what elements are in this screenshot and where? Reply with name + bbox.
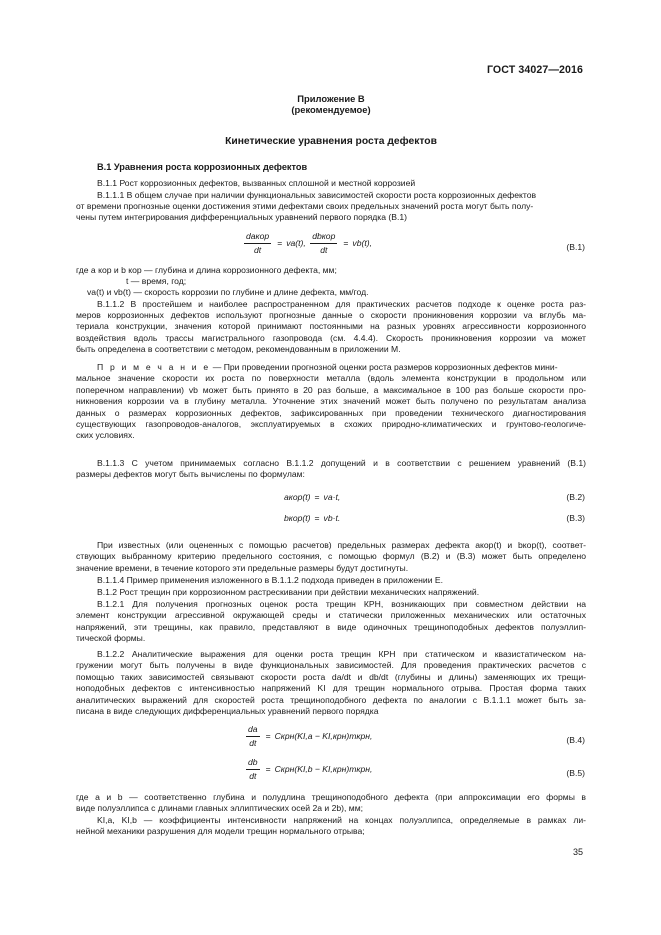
note-line: существующих газопроводов-аналогов, эксплуатируемых в схожих природно-климатических и грунтово-геологиче- xyxy=(76,419,586,429)
paragraph-line: В.1.2.1 Для получения прогнозных оценок роста трещин КРН, возникающих при совместном действии на xyxy=(97,599,586,609)
equation-b2: aкор(t) = va·t, xyxy=(284,492,341,502)
equation-label: (В.1) xyxy=(566,242,585,252)
equation-rhs: Cкрн(KI,b − KI,крн)mкрн, xyxy=(274,763,373,774)
paragraph-line: помощью таких зависимостей связывают скорости роста da/dt и db/dt (глубины и длины) заменяющих их трещи- xyxy=(76,672,586,682)
equation-b4: $\frac{da}{dt}$ = Cкрн(KI,a − KI,крн)mкрн, xyxy=(248,724,373,748)
section-heading: В.1 Уравнения роста коррозионных дефектов xyxy=(97,162,308,172)
paragraph-line: В.1.1.3 С учетом принимаемых согласно В.1.1.2 допущений и в соответствии с решением уравнений (В.1) xyxy=(97,458,586,468)
equation-label: (В.5) xyxy=(566,768,585,778)
paragraph-line: меров коррозионных дефектов используют прогнозные данные о скорости проникновения коррозии va вглубь ма- xyxy=(76,310,586,320)
paragraph-line: В.1.1.2 В простейшем и наиболее распространенном для практических расчетов подходе к оценке роста раз- xyxy=(97,299,586,309)
equation-rhs: va(t), xyxy=(286,237,306,248)
note-label: П р и м е ч а н и е xyxy=(97,362,211,372)
note-line xyxy=(97,362,586,373)
equation-denominator: dt xyxy=(249,738,257,748)
equation-rhs: va·t, xyxy=(323,492,341,502)
equation-label: (В.4) xyxy=(566,735,585,745)
paragraph-line: ноподобных дефектов с интенсивностью напряжений KI для трещин нормального отрыва. Простая форма таких xyxy=(76,683,586,693)
equation-label: (В.2) xyxy=(566,492,585,502)
paragraph-line: В.1.1.1 В общем случае при наличии функциональных зависимостей скорости роста коррозионных дефектов xyxy=(97,190,537,200)
page-number: 35 xyxy=(572,847,583,857)
paragraph-line: гружении могут быть получены в виде функциональных зависимостей. Для проведения практических расчетов с xyxy=(76,660,586,670)
paragraph-line: ствующих выбранному критерию предельного состояния, с помощью формул (В.2) и (В.3) может быть определено xyxy=(76,551,586,561)
paragraph-line: где a кор и b кор — глубина и длина коррозионного дефекта, мм; xyxy=(76,265,337,275)
equation-numerator: dbкор xyxy=(310,231,337,244)
paragraph-line: значение времени, в течение которого эти предельные размеры будут достигнуты. xyxy=(76,563,409,573)
paragraph-line: В.1.1 Рост коррозионных дефектов, вызванных сплошной и местной коррозией xyxy=(97,178,416,188)
equation-lhs: bкор(t) xyxy=(284,513,311,523)
paragraph-line: При известных (или оцененных с помощью расчетов) предельных размерах дефекта aкор(t) и bкор(t), соответ- xyxy=(97,540,586,550)
equation-rhs: vb·t. xyxy=(323,513,341,523)
equation-b1: $\frac{\text{daкор}}{dt}$ = va(t), $\frac{\text{dbкор}}{dt}$ = vb(t), xyxy=(246,231,372,255)
paragraph-line: В.1.1.4 Пример применения изложенного в В.1.1.2 подхода приведен в приложении Е. xyxy=(97,575,444,585)
standard-id: ГОСТ 34027—2016 xyxy=(486,64,583,76)
note-line: никновения коррозии va в глубину металла. Уточнение этих значений может быть получено по результатам анализа xyxy=(76,396,586,406)
equation-denominator: dt xyxy=(249,771,257,781)
appendix-heading: Кинетические уравнения роста дефектов xyxy=(225,136,437,147)
equation-rhs: Cкрн(KI,a − KI,крн)mкрн, xyxy=(274,730,373,741)
paragraph-line: чены путем интегрирования дифференциальных уравнений первого порядка (В.1) xyxy=(76,212,408,222)
paragraph-line: быть определена в соответствии с методом, рекомендованным в приложении М. xyxy=(76,344,401,354)
note-text: — При проведении прогнозной оценки роста размеров коррозионных дефектов мини- xyxy=(210,362,558,372)
note-line: ских условиях. xyxy=(76,430,135,440)
equation-label: (В.3) xyxy=(566,513,585,523)
paragraph-line: воздействия вдоль трассы магистрального газопровода (см. 4.4.4). Скорость проникновения коррозии va может xyxy=(76,333,586,343)
paragraph-line: аналитических выражений для скоростей роста трещиноподобного дефекта по аналогии с В.1.1.1 может быть за- xyxy=(76,695,586,705)
equation-denominator: dt xyxy=(254,245,262,255)
equation-lhs: aкор(t) xyxy=(284,492,311,502)
paragraph-line: териала конструкции, значения которой принимают постоянными на разных уровнях агрессивности коррозионного xyxy=(76,321,586,331)
equation-numerator: da xyxy=(246,724,260,737)
paragraph-line: элемент конструкции агрессивной окружающей среды и статически приложенных механических или остаточных xyxy=(76,610,586,620)
paragraph-line: нейной механики разрушения для модели трещин нормального отрыва; xyxy=(76,826,365,836)
paragraph-line: t — время, год; xyxy=(126,276,187,286)
paragraph-line: размеры дефектов могут быть вычислены по формулам: xyxy=(76,469,305,479)
paragraph-line: В.1.2 Рост трещин при коррозионном растрескивании при действии механических напряжений. xyxy=(97,587,480,597)
equation-numerator: daкор xyxy=(244,231,271,244)
paragraph-line: виде полуэллипса с длинами главных эллиптических осей 2a и 2b), мм; xyxy=(76,803,363,813)
paragraph-line: от времени прогнозные оценки достижения этими дефектами своих предельных значений роста могут быть полу- xyxy=(76,201,534,211)
equation-rhs: vb(t), xyxy=(352,237,372,248)
equation-numerator: db xyxy=(246,757,260,770)
equation-b3: bкор(t) = vb·t. xyxy=(284,513,341,523)
paragraph-line: va(t) и vb(t) — скорость коррозии по глубине и длине дефекта, мм/год. xyxy=(87,287,369,297)
appendix-subtitle: (рекомендуемое) xyxy=(291,104,371,115)
equation-denominator: dt xyxy=(320,245,328,255)
paragraph-line: В.1.2.2 Аналитические выражения для оценки роста трещин КРН при статическом и квазистатическом на- xyxy=(97,649,586,659)
equation-b5: $\frac{db}{dt}$ = Cкрн(KI,b − KI,крн)mкрн, xyxy=(248,757,373,781)
paragraph-line: где a и b — соответственно глубина и полудлина трещиноподобного дефекта (при аппроксимации его формы в xyxy=(76,792,586,802)
paragraph-line: напряжений, эти трещины, как правило, представляют в виде одиночных трещиноподобных дефектов полуэллип- xyxy=(76,622,586,632)
paragraph-line: тической формы. xyxy=(76,633,146,643)
note-line: мальное значение скорости их роста по поверхности металла (вдоль элемента конструкции в продольном или xyxy=(76,373,586,383)
paragraph-line: KI,a, KI,b — коэффициенты интенсивности напряжений на концах полуэллипса, определяемые в рамках ли- xyxy=(97,815,586,825)
paragraph-line: писана в виде следующих дифференциальных уравнений первого порядка xyxy=(76,706,379,716)
note-line: поперечном направлении) vb может быть принято в 20 раз больше, а максимальное в 100 раз больше скорости про- xyxy=(76,385,586,395)
appendix-title: Приложение В xyxy=(297,93,365,104)
note-line: данных о размерах коррозионных дефектов, зафиксированных при проведении технического диагностирования xyxy=(76,408,586,418)
